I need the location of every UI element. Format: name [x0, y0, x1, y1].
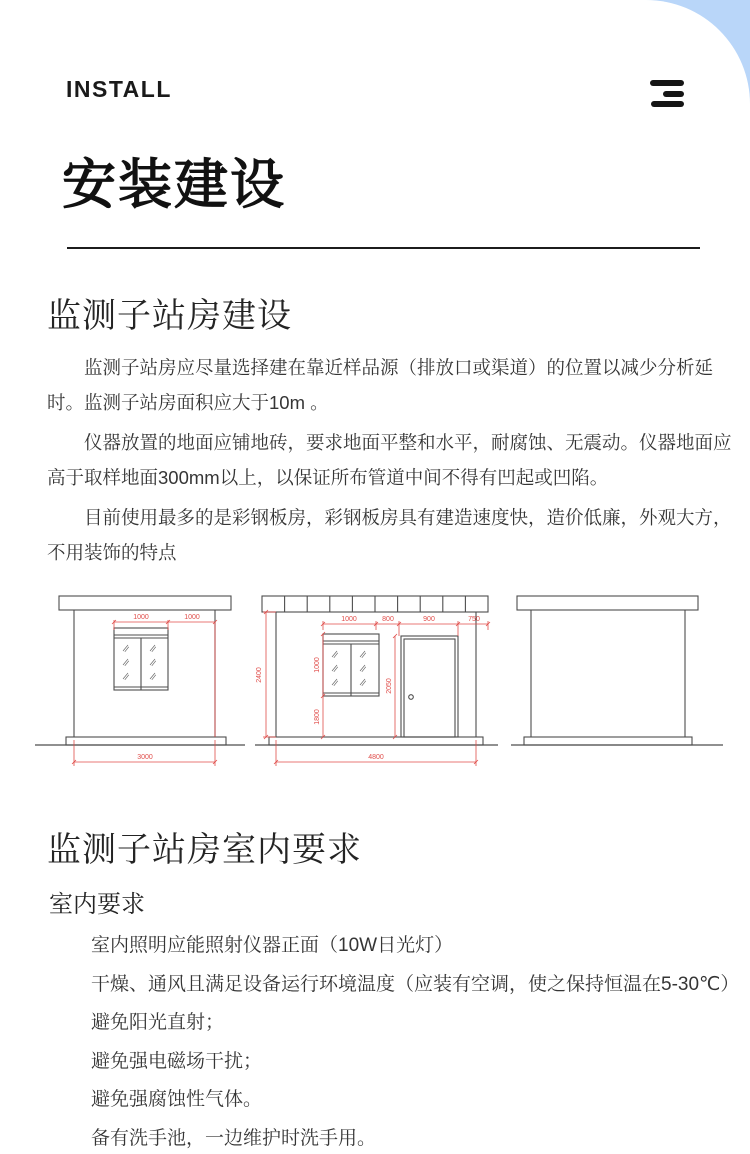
indoor-requirements-list	[91, 927, 740, 1154]
construction-paragraphs	[47, 350, 732, 574]
hamburger-menu-icon	[650, 80, 684, 86]
subheading-indoor: 室内要求	[49, 891, 145, 918]
dimension-label: 4800	[368, 754, 384, 761]
substation-elevation-diagram	[33, 584, 725, 786]
dimension-label: 750	[468, 616, 480, 623]
section-eyebrow: INSTALL	[66, 76, 172, 102]
left-elevation-dimensions	[72, 620, 217, 766]
list-item: 干燥、通风且满足设备运行环境温度（应装有空调，使之保持恒温在5-30℃）	[91, 973, 740, 995]
dimension-label: 1000	[314, 657, 321, 673]
dimension-label: 1000	[133, 614, 149, 621]
dimension-label: 2400	[256, 667, 263, 683]
section-heading-indoor: 监测子站房室内要求	[47, 831, 362, 869]
list-item: 避免强腐蚀性气体。	[91, 1089, 263, 1110]
dimension-label: 900	[423, 616, 435, 623]
middle-elevation	[255, 596, 498, 745]
middle-elevation-dimensions	[263, 610, 490, 766]
paragraph: 目前使用最多的是彩钢板房，彩钢板房具有建造速度快，造价低廉，外观大方， 不用装饰的特点	[47, 506, 732, 563]
list-item: 避免强电磁场干扰；	[91, 1050, 263, 1072]
dimension-label: 1000	[341, 616, 357, 623]
dimension-label: 1800	[314, 709, 321, 725]
dimension-label: 3000	[137, 754, 153, 761]
menu-button[interactable]	[650, 80, 684, 107]
list-item: 避免阳光直射；	[91, 1012, 225, 1033]
dimension-label: 1000	[184, 614, 200, 621]
title-divider	[67, 247, 700, 249]
list-item: 备有洗手池，一边维护时洗手用。	[91, 1127, 377, 1149]
right-elevation	[511, 596, 723, 745]
section-heading-construction: 监测子站房建设	[47, 297, 292, 335]
page-title: 安装建设	[62, 155, 286, 215]
paragraph: 仪器放置的地面应铺地砖，要求地面平整和水平，耐腐蚀、无震动。仪器地面应 高于取样地面300mm以上，以保证所布管道中间不得有凹起或凹陷。	[47, 431, 732, 489]
dimension-label: 2050	[386, 678, 393, 694]
paragraph: 监测子站房应尽量选择建在靠近样品源（排放口或渠道）的位置以减少分析延 时。监测子站房面积应大于10m 。	[47, 357, 714, 414]
dimension-label: 800	[382, 616, 394, 623]
list-item: 室内照明应能照射仪器正面（10W日光灯）	[91, 935, 454, 956]
